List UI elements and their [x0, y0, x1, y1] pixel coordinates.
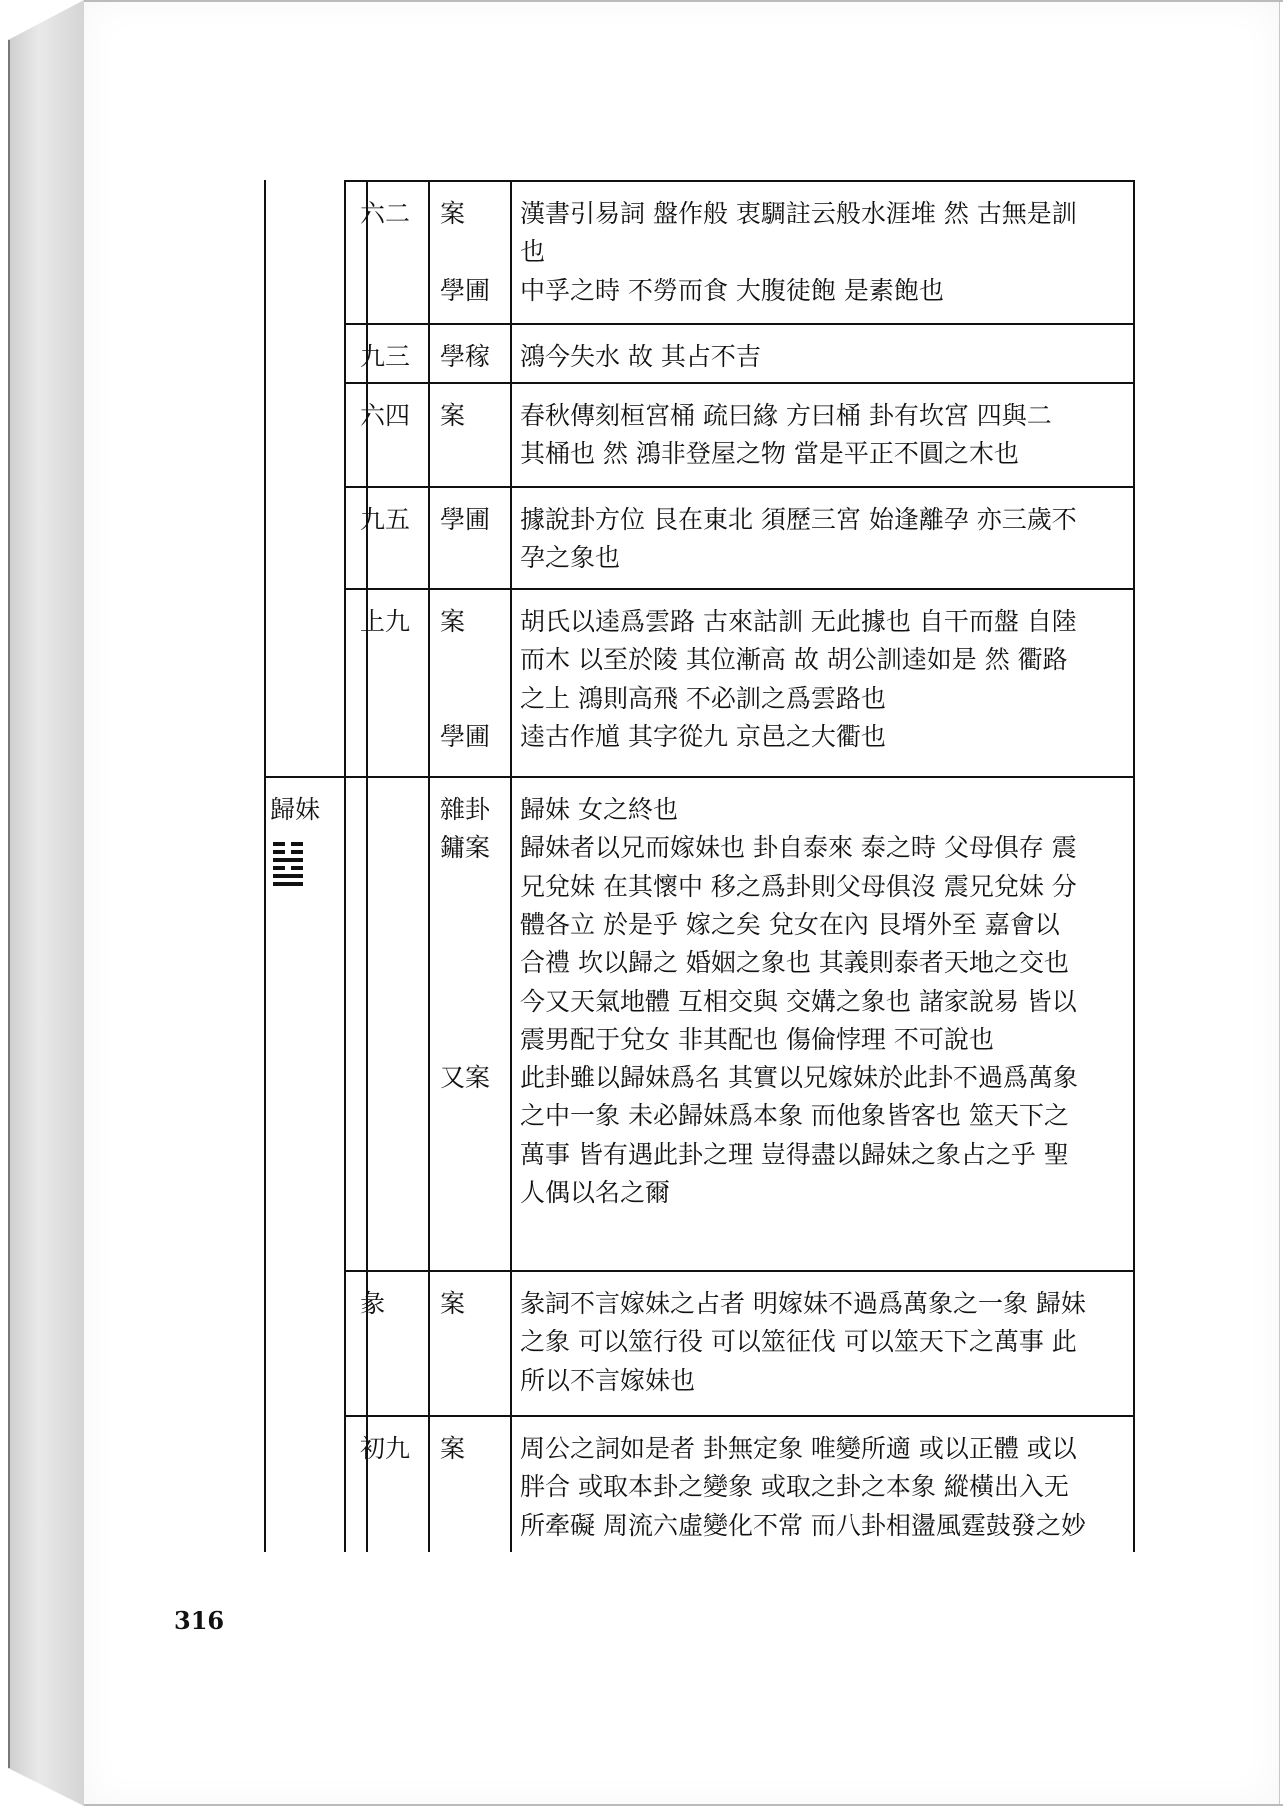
commentary-text-line: 萬事 皆有遇此卦之理 豈得盡以歸妹之象占之乎 聖 [520, 1139, 1069, 1169]
commentary-text-line: 逵古作馗 其字從九 京邑之大衢也 [520, 721, 886, 751]
hexagram-segment [273, 842, 285, 846]
hexagram-line-solid [273, 874, 303, 878]
table-rule-col2 [428, 180, 430, 1552]
hexagram-line-broken [273, 842, 303, 846]
hexagram-symbol-icon [273, 842, 303, 890]
book-spine-edge [8, 40, 10, 1768]
commentary-text-line: 也 [520, 237, 546, 267]
line-label: 九五 [360, 505, 411, 534]
commentary-text-line: 所以不言嫁妹也 [520, 1365, 696, 1395]
commentary-text-line: 所牽礙 周流六虛變化不常 而八卦相盪風霆鼓發之妙 [520, 1510, 1086, 1540]
commentary-text-line: 胖合 或取本卦之變象 或取之卦之本象 縱橫出入无 [520, 1472, 1069, 1502]
hexagram-line-broken [273, 866, 303, 870]
commentary-text-line: 震男配于兌女 非其配也 傷倫悖理 不可說也 [520, 1024, 994, 1054]
commentary-tag: 雜卦 [440, 795, 491, 824]
commentary-text-line: 今又天氣地體 互相交與 交媾之象也 諸家說易 皆以 [520, 986, 1077, 1016]
commentary-text-line: 之上 鴻則高飛 不必訓之爲雲路也 [520, 683, 886, 713]
page-edge-top [84, 0, 1283, 2]
commentary-text-line: 春秋傳刻桓宮桶 疏曰緣 方曰桶 卦有坎宮 四與二 [520, 401, 1052, 430]
hexagram-segment [273, 850, 285, 854]
row-rule-jiu-wu [344, 486, 1135, 488]
commentary-text-line: 兄兌妹 在其懷中 移之爲卦則父母俱沒 震兄兌妹 分 [520, 871, 1077, 901]
book-spine [8, 0, 85, 1806]
hexagram-segment [273, 882, 303, 886]
commentary-tag: 學稼 [440, 342, 491, 371]
commentary-text-line: 漢書引易詞 盤作般 衷騆註云般水涯堆 然 古無是訓 [520, 199, 1077, 228]
row-rule-chu-jiu [344, 1415, 1135, 1417]
commentary-tag: 鏞案 [440, 833, 491, 863]
commentary-text-line: 中孚之時 不勞而食 大腹徒飽 是素飽也 [520, 275, 944, 305]
commentary-text-line: 歸妹者以兄而嫁妹也 卦自泰來 泰之時 父母俱存 震 [520, 833, 1077, 863]
hexagram-line-solid [273, 858, 303, 862]
row-rule-liu-si [344, 382, 1135, 384]
commentary-text-line: 而木 以至於陵 其位漸高 故 胡公訓逵如是 然 衢路 [520, 645, 1068, 675]
line-label: 初九 [360, 1434, 411, 1463]
hexagram-segment [291, 842, 303, 846]
commentary-text-line: 周公之詞如是者 卦無定象 唯變所適 或以正體 或以 [520, 1434, 1077, 1463]
line-label: 彖 [360, 1289, 386, 1318]
commentary-text-line: 胡氏以逵爲雲路 古來詁訓 无此據也 自干而盤 自陸 [520, 607, 1077, 636]
row-rule-tuan [344, 1270, 1135, 1272]
commentary-text-line: 人偶以名之爾 [520, 1178, 671, 1207]
hexagram-segment [273, 866, 285, 870]
book-page [84, 0, 1280, 1806]
hexagram-segment [273, 858, 303, 862]
commentary-text-line: 據說卦方位 艮在東北 須歷三宮 始逢離孕 亦三歲不 [520, 505, 1077, 534]
commentary-text-line: 彖詞不言嫁妹之占者 明嫁妹不過爲萬象之一象 歸妹 [520, 1289, 1086, 1318]
commentary-tag: 案 [440, 1289, 466, 1318]
commentary-text-line: 其桶也 然 鴻非登屋之物 當是平正不圓之木也 [520, 439, 1019, 469]
commentary-text-line: 體各立 於是乎 嫁之矣 兌女在內 艮壻外至 嘉會以 [520, 909, 1060, 939]
row-rule-liu-er [344, 180, 1135, 182]
line-label: 上九 [360, 607, 411, 636]
commentary-tag: 案 [440, 199, 466, 228]
commentary-text-line: 合禮 坎以歸之 婚姻之象也 其義則泰者天地之交也 [520, 948, 1069, 978]
row-rule-shang-jiu [344, 588, 1135, 590]
row-rule-gui-mei [264, 776, 1135, 778]
commentary-tag: 學圃 [440, 505, 491, 534]
table-rule-right [1133, 180, 1135, 1552]
table-rule-hexcol [264, 180, 266, 1552]
hexagram-line-broken [273, 850, 303, 854]
commentary-text-line: 鴻今失水 故 其占不吉 [520, 342, 761, 371]
page-number: 316 [174, 1606, 225, 1635]
line-label: 六二 [360, 199, 411, 228]
commentary-text-line: 歸妹 女之終也 [520, 795, 678, 824]
hexagram-segment [273, 874, 303, 878]
hexagram-name: 歸妹 [270, 795, 321, 824]
line-label: 九三 [360, 342, 411, 371]
line-label: 六四 [360, 401, 411, 430]
commentary-table [84, 0, 1279, 1806]
commentary-tag: 學圃 [440, 721, 491, 751]
hexagram-line-solid [273, 882, 303, 886]
commentary-text-line: 之象 可以筮行役 可以筮征伐 可以筮天下之萬事 此 [520, 1327, 1077, 1357]
hexagram-segment [291, 866, 303, 870]
commentary-text-line: 此卦雖以歸妹爲名 其實以兄嫁妹於此卦不過爲萬象 [520, 1063, 1078, 1093]
commentary-tag: 又案 [440, 1063, 491, 1093]
hexagram-segment [291, 850, 303, 854]
commentary-tag: 案 [440, 1434, 466, 1463]
commentary-tag: 案 [440, 607, 466, 636]
commentary-text-line: 孕之象也 [520, 543, 621, 573]
row-rule-jiu-san [344, 323, 1135, 325]
commentary-text-line: 之中一象 未必歸妹爲本象 而他象皆客也 筮天下之 [520, 1101, 1069, 1131]
table-rule-col1 [344, 180, 346, 1552]
table-rule-col3 [510, 180, 512, 1552]
commentary-tag: 學圃 [440, 275, 491, 305]
commentary-tag: 案 [440, 401, 466, 430]
table-rule-left [366, 180, 368, 1552]
